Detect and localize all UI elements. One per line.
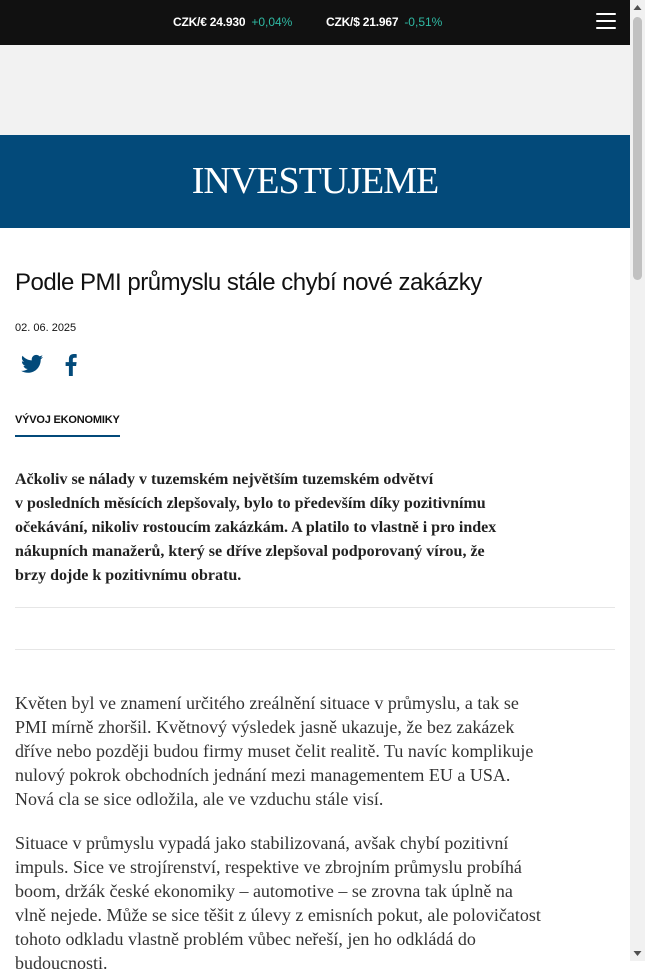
article-paragraph-2 xyxy=(15,831,615,975)
hamburger-menu-icon[interactable] xyxy=(596,13,616,31)
ad-banner-placeholder xyxy=(0,45,630,135)
divider xyxy=(15,649,615,650)
ticker-item-usd[interactable] xyxy=(326,15,442,29)
article-title: Podle PMI průmyslu stále chybí nové zakázky xyxy=(15,269,482,296)
scrollbar-thumb[interactable] xyxy=(633,17,642,280)
brand-header xyxy=(0,135,630,228)
article-paragraph-1 xyxy=(15,691,615,811)
ticker-usd-rate: CZK/$ 21.967 xyxy=(326,15,399,29)
ticker-usd-change: -0,51% xyxy=(404,15,443,29)
category-link[interactable]: VÝVOJ EKONOMIKY xyxy=(15,414,120,437)
ticker-item-eur[interactable] xyxy=(173,15,292,29)
lead-line: očekávání, nikoliv rostoucím zakázkám. A platilo to vlastně i pro index xyxy=(15,519,497,536)
lead-line: v posledních měsících zlepšovaly, bylo to především díky pozitivnímu xyxy=(15,495,486,512)
currency-ticker-bar xyxy=(0,0,630,45)
lead-line: Ačkoliv se nálady v tuzemském největším tuzemském odvětví xyxy=(15,471,434,488)
paragraph-line: nulový pokrok obchodních jednání mezi managementem EU a USA. xyxy=(15,765,511,785)
paragraph-line: Situace v průmyslu vypadá jako stabilizovaná, avšak chybí pozitivní xyxy=(15,833,509,853)
paragraph-line: tohoto odkladu vlastně problém vůbec neřeší, jen ho odkládá do xyxy=(15,929,476,949)
article-date: 02. 06. 2025 xyxy=(15,322,77,334)
paragraph-line: vlně nejede. Může se sice těšit z úlevy z emisních pokut, ale polovičatost xyxy=(15,905,541,925)
vertical-scrollbar[interactable] xyxy=(630,0,645,961)
scroll-down-arrow-icon[interactable] xyxy=(630,946,645,961)
article-lead xyxy=(15,468,605,588)
lead-line: brzy dojde k pozitivnímu obratu. xyxy=(15,567,242,584)
paragraph-line: boom, držák české ekonomiky – automotive – se zrovna tak úplně na xyxy=(15,881,513,901)
twitter-icon[interactable] xyxy=(21,354,43,379)
ticker-eur-change: +0,04% xyxy=(251,15,293,29)
paragraph-line: impuls. Sice ve strojírenství, respektive ve zbrojním průmyslu probíhá xyxy=(15,857,522,877)
paragraph-line: dříve nebo později budou firmy muset čelit realitě. Tu navíc komplikuje xyxy=(15,741,534,761)
site-logo[interactable]: INVESTUJEME xyxy=(191,160,439,202)
paragraph-line: Květen byl ve znamení určitého zreálnění situace v průmyslu, a tak se xyxy=(15,693,519,713)
facebook-icon[interactable] xyxy=(65,354,77,381)
lead-line: nákupních manažerů, který se dříve zlepšoval podporovaný vírou, že xyxy=(15,543,485,560)
paragraph-line: budoucnosti. xyxy=(15,953,108,973)
divider xyxy=(15,607,615,608)
paragraph-line: Nová cla se sice odložila, ale ve vzduchu stále visí. xyxy=(15,789,384,809)
scroll-up-arrow-icon[interactable] xyxy=(630,0,645,15)
paragraph-line: PMI mírně zhoršil. Květnový výsledek jasně ukazuje, že bez zakázek xyxy=(15,717,515,737)
ticker-eur-rate: CZK/€ 24.930 xyxy=(173,15,246,29)
